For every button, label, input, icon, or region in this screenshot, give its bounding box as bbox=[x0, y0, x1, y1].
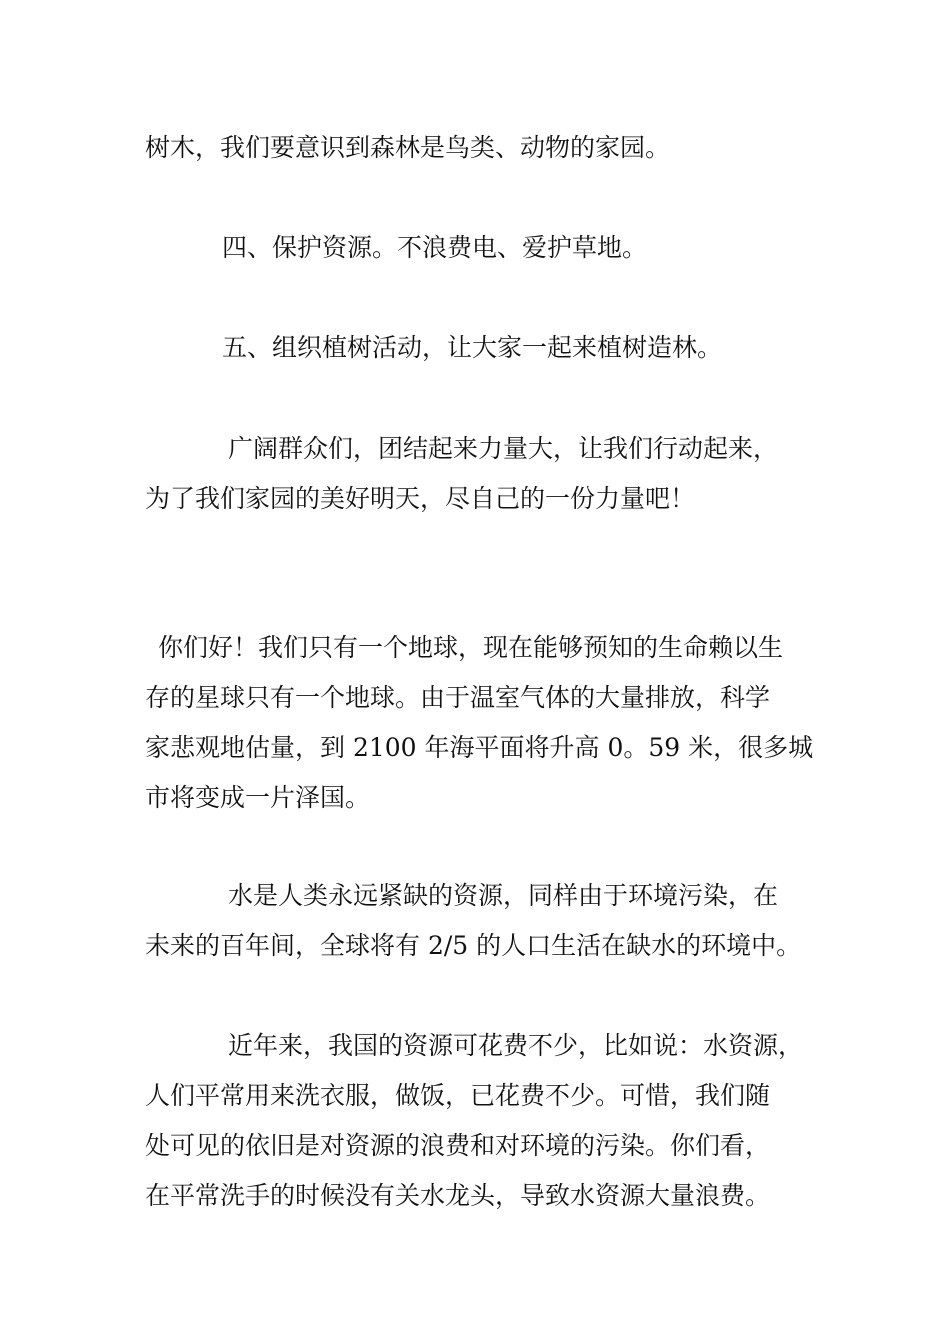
text-line: 存的星球只有一个地球。由于温室气体的大量排放，科学 bbox=[145, 683, 771, 712]
text-line: 处可见的依旧是对资源的浪费和对环境的污染。你们看， bbox=[145, 1131, 771, 1160]
text-line: 为了我们家园的美好明天，尽自己的一份力量吧！ bbox=[145, 484, 696, 513]
text-line: 人们平常用来洗衣服，做饭，已花费不少。可惜，我们随 bbox=[145, 1081, 771, 1110]
text-line: 市将变成一片泽国。 bbox=[145, 783, 371, 812]
text-line: 家悲观地估量，到 2100 年海平面将升高 0。59 米，很多城 bbox=[145, 733, 814, 762]
text-line: 水是人类永远紧缺的资源，同样由于环境污染，在 bbox=[228, 881, 779, 910]
text-line: 广阔群众们，团结起来力量大，让我们行动起来， bbox=[228, 434, 779, 463]
text-line: 树木，我们要意识到森林是鸟类、动物的家园。 bbox=[145, 133, 671, 162]
text-line: 五、组织植树活动，让大家一起来植树造林。 bbox=[222, 333, 723, 362]
text-line: 四、保护资源。不浪费电、爱护草地。 bbox=[222, 233, 648, 262]
text-line: 未来的百年间，全球将有 2/5 的人口生活在缺水的环境中。 bbox=[145, 931, 802, 960]
text-line: 你们好！我们只有一个地球，现在能够预知的生命赖以生 bbox=[158, 633, 784, 662]
text-line: 在平常洗手的时候没有关水龙头，导致水资源大量浪费。 bbox=[145, 1181, 771, 1210]
text-line: 近年来，我国的资源可花费不少，比如说：水资源， bbox=[228, 1031, 804, 1060]
